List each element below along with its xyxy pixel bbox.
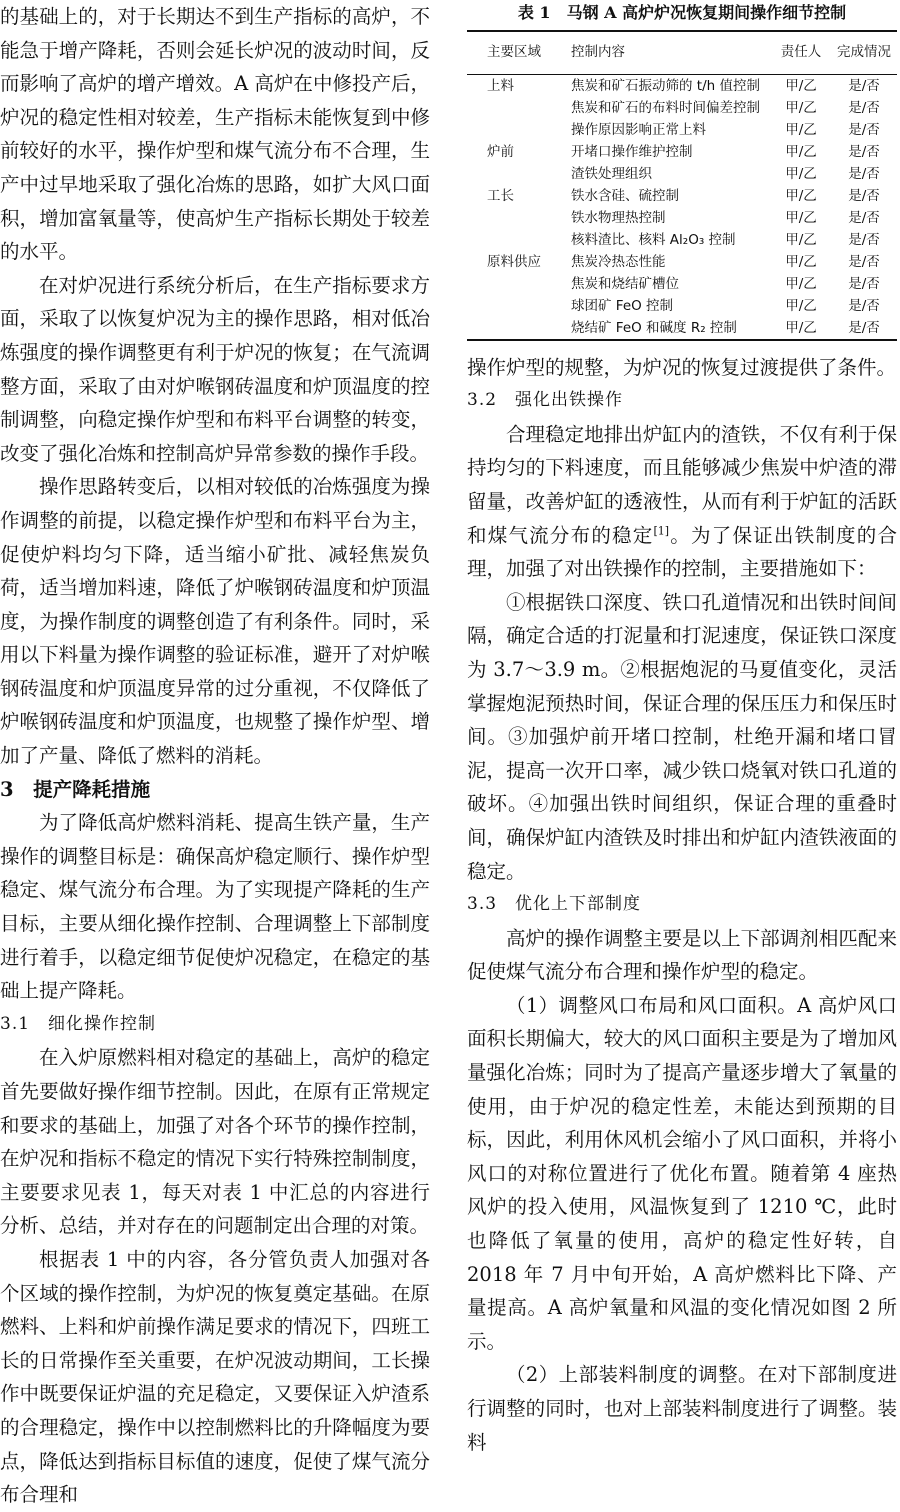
table-title: 表 1 马钢 A 高炉炉况恢复期间操作细节控制 (517, 3, 847, 22)
paragraph-text: 。为了保证出铁制度的合理，加强了对出铁操作的控制，主要措施如下： (467, 523, 897, 581)
table-cell: 甲/乙 (785, 165, 817, 182)
paragraph-text: 合理稳定地排出炉缸内的渣铁，不仅有利于保持均匀的下料速度，而且能够减少焦炭中炉渣的滞留量，改善炉缸的透液性，从而有利于炉缸的活跃和煤气流分布的稳定 (467, 422, 897, 547)
table-cell: 甲/乙 (785, 209, 817, 226)
table-header: 主要区域 (467, 31, 569, 74)
table-cell: 甲/乙 (785, 253, 817, 270)
table-cell: 甲/乙 (785, 77, 817, 94)
table-row (467, 185, 897, 207)
subsection-heading: 3.2 强化出铁操作 (467, 390, 624, 411)
table-cell: 焦炭冷热态性能 (571, 253, 666, 270)
table-cell: 甲/乙 (785, 187, 817, 204)
table-row (467, 74, 897, 97)
section-heading: 3 提产降耗措施 (0, 777, 151, 801)
table-cell: 甲/乙 (785, 319, 817, 336)
paragraph: 在对炉况进行系统分析后，在生产指标要求方面，采取了以恢复炉况为主的操作思路，相对低冶炼强度的操作调整更有利于炉况的恢复；在气流调整方面，采取了由对炉喉钢砖温度和炉顶温度的控制调整，向稳定操作炉型和布料平台调整的转变，改变了强化冶炼和控制高炉异常参数的操作手段。 (0, 273, 430, 465)
table-cell: 是/否 (848, 187, 880, 204)
table-cell: 炉前 (487, 143, 514, 160)
left-column (0, 0, 430, 1512)
table-cell: 焦炭和矿石振动筛的 t/h 值控制 (571, 77, 760, 94)
table-cell: 铁水含硅、硫控制 (571, 187, 679, 204)
table-cell (467, 207, 569, 229)
table-cell: 开堵口操作维护控制 (571, 143, 693, 160)
table-cell (467, 229, 569, 251)
table-row (467, 207, 897, 229)
table-cell: 是/否 (848, 319, 880, 336)
table-cell: 甲/乙 (785, 231, 817, 248)
table-cell: 是/否 (848, 275, 880, 292)
table-cell: 铁水物理热控制 (571, 209, 666, 226)
table-cell: 原料供应 (487, 253, 541, 270)
table-cell: 烧结矿 FeO 和碱度 R₂ 控制 (571, 319, 737, 336)
table-cell: 是/否 (848, 121, 880, 138)
subsection-heading: 3.1 细化操作控制 (0, 1013, 157, 1034)
table-row (467, 317, 897, 340)
table-row (467, 141, 897, 163)
table-row (467, 119, 897, 141)
table-cell: 球团矿 FeO 控制 (571, 297, 674, 314)
table-header: 完成情况 (831, 31, 897, 74)
citation: [1] (653, 524, 670, 538)
table-header-row (467, 31, 897, 74)
table-row (467, 229, 897, 251)
paragraph: 的基础上的，对于长期达不到生产指标的高炉，不能急于增产降耗，否则会延长炉况的波动时间，反而影响了高炉的增产增效。A 高炉在中修投产后，炉况的稳定性相对较差，生产指标未能恢复到中修前较好的水平，操作炉型和煤气流分布不合理，生产中过早地采取了强化冶炼的思路，如扩大风口面积，增加富氧量等，使高炉生产指标长期处于较差的水平。 (0, 5, 430, 264)
table-cell: 是/否 (848, 143, 880, 160)
table-header: 责任人 (771, 31, 831, 74)
table-cell (467, 163, 569, 185)
table-cell (467, 295, 569, 317)
table-row (467, 163, 897, 185)
paragraph: 高炉的操作调整主要是以上下部调剂相匹配来促使煤气流分布合理和操作炉型的稳定。 (467, 926, 897, 984)
paragraph: ①根据铁口深度、铁口孔道情况和出铁时间间隔，确定合适的打泥量和打泥速度，保证铁口深度为 3.7～3.9 m。②根据炮泥的马夏值变化，灵活掌握炮泥预热时间，保证合理的保压压力和保压时间。③加强炉前开堵口控制，杜绝开漏和堵口冒泥，提高一次开口率，减少铁口烧氧对铁口孔道的破坏。④加强出铁时间组织，保证合理的重叠时间，确保炉缸内渣铁及时排出和炉缸内渣铁液面的稳定。 (467, 590, 897, 883)
table-row (467, 295, 897, 317)
paragraph (467, 418, 897, 586)
table-cell (467, 97, 569, 119)
table-cell: 甲/乙 (785, 143, 817, 160)
table-cell: 焦炭和矿石的布料时间偏差控制 (571, 99, 760, 116)
table-cell: 是/否 (848, 253, 880, 270)
paragraph: 操作思路转变后，以相对较低的冶炼强度为操作调整的前提，以稳定操作炉型和布料平台为主，促使炉料均匀下降，适当缩小矿批、减轻焦炭负荷，适当增加料速，降低了炉喉钢砖温度和炉顶温度，为操作制度的调整创造了有利条件。同时，采用以下料量为操作调整的验证标准，避开了对炉喉钢砖温度和炉顶温度异常的过分重视，不仅降低了炉喉钢砖温度和炉顶温度，也规整了操作炉型、增加了产量、降低了燃料的消耗。 (0, 475, 430, 768)
table-cell (467, 317, 569, 340)
table-body (467, 74, 897, 340)
table-cell: 上料 (487, 77, 514, 94)
table-cell: 甲/乙 (785, 99, 817, 116)
paragraph: 操作炉型的规整，为炉况的恢复过渡提供了条件。 (467, 355, 897, 379)
table-cell: 渣铁处理组织 (571, 165, 652, 182)
table-cell: 操作原因影响正常上料 (571, 121, 706, 138)
table-cell: 甲/乙 (785, 275, 817, 292)
table-row (467, 273, 897, 295)
table-header: 控制内容 (569, 31, 771, 74)
table-row (467, 97, 897, 119)
table-cell: 是/否 (848, 165, 880, 182)
table-row (467, 251, 897, 273)
table-cell: 焦炭和烧结矿槽位 (571, 275, 679, 292)
table-cell: 甲/乙 (785, 297, 817, 314)
right-column (467, 0, 897, 1459)
paragraph: 在入炉原燃料相对稳定的基础上，高炉的稳定首先要做好操作细节控制。因此，在原有正常规定和要求的基础上，加强了对各个环节的操作控制，在炉况和指标不稳定的情况下实行特殊控制制度，主要要求见表 1，每天对表 1 中汇总的内容进行分析、总结，并对存在的问题制定出合理的对策。 (0, 1046, 430, 1238)
table-cell: 工长 (487, 187, 514, 204)
table-cell: 核料渣比、核料 Al₂O₃ 控制 (571, 231, 736, 248)
paragraph: （1）调整风口布局和风口面积。A 高炉风口面积长期偏大，较大的风口面积主要是为了增加风量强化冶炼；同时为了提高产量逐步增大了氧量的使用，由于炉况的稳定性差，未能达到预期的目标，因此，利用休风机会缩小了风口面积，并将小风口的对称位置进行了优化布置。随着第 4 座热风炉的投入使用，风温恢复到了 1210 ℃，此时也降低了氧量的使用，高炉的稳定性好转，自 2018 年 7 月中旬开始，A 高炉燃料比下降、产量提高。A 高炉氧量和风温的变化情况如图 2 所示。 (467, 993, 897, 1353)
table-cell: 是/否 (848, 231, 880, 248)
table-cell: 是/否 (848, 77, 880, 94)
table-cell (467, 273, 569, 295)
subsection-heading: 3.3 优化上下部制度 (467, 894, 642, 915)
paragraph: 为了降低高炉燃料消耗、提高生铁产量，生产操作的调整目标是：确保高炉稳定顺行、操作炉型稳定、煤气流分布合理。为了实现提产降耗的生产目标，主要从细化操作控制、合理调整上下部制度进行着手，以稳定细节促使炉况稳定，在稳定的基础上提产降耗。 (0, 811, 430, 1003)
control-table (467, 30, 897, 341)
table-cell (467, 119, 569, 141)
table-cell: 是/否 (848, 99, 880, 116)
table-cell: 是/否 (848, 209, 880, 226)
paragraph: 根据表 1 中的内容，各分管负责人加强对各个区域的操作控制，为炉况的恢复奠定基础。在原燃料、上料和炉前操作满足要求的情况下，四班工长的日常操作至关重要，在炉况波动期间，工长操作中既要保证炉温的充足稳定，又要保证入炉渣系的合理稳定，操作中以控制燃料比的升降幅度为要点，降低达到指标目标值的速度，促使了煤气流分布合理和 (0, 1247, 430, 1507)
paragraph: （2）上部装料制度的调整。在对下部制度进行调整的同时，也对上部装料制度进行了调整。装料 (467, 1363, 897, 1454)
table-cell: 是/否 (848, 297, 880, 314)
table-cell: 甲/乙 (785, 121, 817, 138)
